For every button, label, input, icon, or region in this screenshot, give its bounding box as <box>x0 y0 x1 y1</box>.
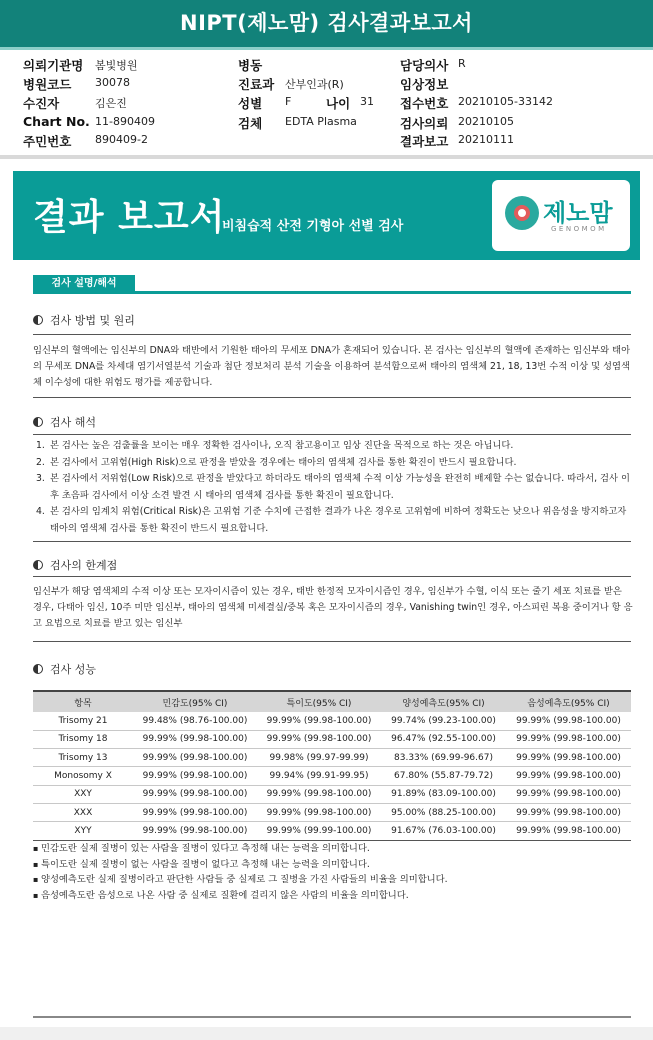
info-value: 30078 <box>95 76 130 89</box>
info-label: 주민번호 <box>23 134 72 149</box>
limits-text: 임신부가 해당 염색체의 수적 이상 또는 모자이시즘이 있는 경우, 태반 한정적 모자이시즘인 경우, 임신부가 수혈, 이식 또는 줄기 세포 치료를 받은 경우, 다태아 임신, 10주 미만 임신부, 태아의 염색체 미세결실/중복 혹은 모자이시즘의 경우, Vanishing twin인 경우, 아스피린 복용 중이거나 항 응고 요법으로 치료를 받고 있는 임신부 <box>33 586 633 629</box>
info-label: 성별 <box>238 96 263 111</box>
table-cell: XYY <box>33 822 133 840</box>
section-rule <box>33 576 631 577</box>
info-value: 김은진 <box>95 97 127 110</box>
table-cell: 67.80% (55.87-79.72) <box>381 767 506 785</box>
note-item: ▪ 특이도란 실제 질병이 없는 사람을 질병이 없다고 측정해 내는 능력을 의미합니다. <box>33 857 633 873</box>
section-heading-limits: 검사의 한계점 <box>33 557 117 573</box>
info-value: 20210111 <box>458 133 514 146</box>
table-cell: 99.99% (99.98-100.00) <box>133 803 257 821</box>
info-label: 담당의사 <box>400 58 449 73</box>
section-rule <box>33 641 631 642</box>
list-item: 2. 본 검사에서 고위험(High Risk)으로 판정을 받았을 경우에는 태아의 염색체 검사를 통한 확진이 반드시 필요합니다. <box>36 456 517 468</box>
half-circle-icon <box>33 560 43 570</box>
info-value: 20210105 <box>458 115 514 128</box>
table-cell: 99.99% (99.98-100.00) <box>506 712 631 730</box>
logo-text: 제노맘 <box>543 199 613 227</box>
section-rule <box>33 334 631 335</box>
table-header-row <box>33 691 631 712</box>
table-cell: 99.74% (99.23-100.00) <box>381 712 506 730</box>
table-cell: 99.99% (99.98-100.00) <box>133 785 257 803</box>
info-label: 의뢰기관명 <box>23 58 84 73</box>
list-item: 4. 본 검사의 임계치 위험(Critical Risk)은 고위험 기준 수치에 근접한 결과가 나온 경우로 고위험에 비하여 정확도는 낮으나 위음성을 방지하고자 태아의 염색체 검사를 통한 확진이 반드시 필요합니다. <box>36 506 627 534</box>
table-cell: 99.99% (99.98-100.00) <box>133 749 257 767</box>
title-underline <box>0 47 653 50</box>
column-header: 항목 <box>33 691 133 712</box>
table-cell: XXX <box>33 803 133 821</box>
report-title: NIPT(제노맘) 검사결과보고서 <box>0 0 653 47</box>
table-cell: Trisomy 18 <box>33 730 133 748</box>
table-cell: 99.99% (99.98-100.00) <box>133 767 257 785</box>
info-label: Chart No. <box>23 114 90 129</box>
table-cell: 99.99% (99.98-100.00) <box>257 712 381 730</box>
section-heading-interpretation: 검사 해석 <box>33 414 96 430</box>
table-cell: 95.00% (88.25-100.00) <box>381 803 506 821</box>
performance-notes <box>33 841 633 904</box>
method-text: 임신부의 혈액에는 임신부의 DNA와 태반에서 기원한 태아의 무세포 DNA가 혼재되어 있습니다. 본 검사는 임신부의 혈액에 존재하는 임신부와 태아의 무세포 DNA를 차세대 염기서열분석 기술과 첨단 정보처리 분석 기술을 이용하여 분석함으로써 태아의 염색체 21, 18, 13번 수적 이상 및 성염색체 이수성에 대한 위험도 평가를 제공합니다. <box>33 345 631 388</box>
note-item: ▪ 민감도란 실제 질병이 있는 사람을 질병이 있다고 측정해 내는 능력을 의미합니다. <box>33 841 633 857</box>
half-circle-icon <box>33 417 43 427</box>
table-cell: 99.99% (99.98-100.00) <box>133 730 257 748</box>
table-cell: 91.89% (83.09-100.00) <box>381 785 506 803</box>
performance-table <box>33 690 631 841</box>
half-circle-icon <box>33 664 43 674</box>
table-cell: 99.99% (99.98-100.00) <box>506 803 631 821</box>
info-label: 병동 <box>238 58 263 73</box>
info-label: 검사의뢰 <box>400 116 449 131</box>
table-cell: Trisomy 13 <box>33 749 133 767</box>
info-value: EDTA Plasma <box>285 115 357 128</box>
table-row <box>33 749 631 767</box>
table-cell: 99.99% (99.98-100.00) <box>133 822 257 840</box>
table-cell: Monosomy X <box>33 767 133 785</box>
info-label: 수진자 <box>23 96 60 111</box>
info-label: 임상정보 <box>400 77 449 92</box>
table-row <box>33 730 631 748</box>
table-cell: 99.99% (99.98-100.00) <box>506 822 631 840</box>
table-cell: 99.98% (99.97-99.99) <box>257 749 381 767</box>
section-rule <box>33 434 631 435</box>
list-item: 1. 본 검사는 높은 검출률을 보이는 매우 정확한 검사이나, 오직 참고용이고 임상 진단을 목적으로 하는 것은 아닙니다. <box>36 440 514 451</box>
section-rule <box>33 541 631 542</box>
info-value: R <box>458 57 466 70</box>
table-cell: 83.33% (69.99-96.67) <box>381 749 506 767</box>
section-heading-performance: 검사 성능 <box>33 661 96 677</box>
list-item: 3. 본 검사에서 저위험(Low Risk)으로 판정을 받았다고 하더라도 태아의 염색체 수적 이상 가능성을 완전히 배제할 수는 없습니다. 따라서, 검사 이후 초음파 검사에서 이상 소견 발견 시 태아의 염색체 검사를 통한 확진이 필요합니다. <box>36 473 630 501</box>
column-header: 특이도(95% CI) <box>257 691 381 712</box>
banner-subtitle: 비침습적 산전 기형아 선별 검사 <box>222 219 404 234</box>
header-separator <box>0 155 653 159</box>
info-value: 봄빛병원 <box>95 59 138 72</box>
table-row <box>33 785 631 803</box>
info-label: 나이 <box>326 96 351 111</box>
interpretation-list <box>36 438 631 537</box>
info-label: 검체 <box>238 116 263 131</box>
table-cell: 91.67% (76.03-100.00) <box>381 822 506 840</box>
table-cell: 99.99% (99.99-100.00) <box>257 822 381 840</box>
logo-mark-icon <box>505 196 539 230</box>
table-cell: 99.99% (99.98-100.00) <box>506 785 631 803</box>
info-value: 20210105-33142 <box>458 95 553 108</box>
table-cell: 99.94% (99.91-99.95) <box>257 767 381 785</box>
half-circle-icon <box>33 315 43 325</box>
table-cell: Trisomy 21 <box>33 712 133 730</box>
table-row <box>33 822 631 840</box>
info-value: 산부인과(R) <box>285 78 344 91</box>
table-cell: 99.99% (99.98-100.00) <box>257 785 381 803</box>
table-cell: 99.99% (99.98-100.00) <box>257 803 381 821</box>
table-row <box>33 767 631 785</box>
table-cell: 99.99% (99.98-100.00) <box>506 749 631 767</box>
column-header: 양성예측도(95% CI) <box>381 691 506 712</box>
section-heading-method: 검사 방법 및 원리 <box>33 312 135 328</box>
result-banner <box>13 171 640 260</box>
logo-subtext: GENOMOM <box>551 225 607 233</box>
info-value: 890409-2 <box>95 133 148 146</box>
info-label: 병원코드 <box>23 77 72 92</box>
table-row <box>33 712 631 730</box>
info-value: F <box>285 95 292 108</box>
info-value: 31 <box>360 95 374 108</box>
note-item: ▪ 양성예측도란 실제 질병이라고 판단한 사람들 중 실제로 그 질병을 가진 사람들의 비율을 의미합니다. <box>33 872 633 888</box>
column-header: 음성예측도(95% CI) <box>506 691 631 712</box>
note-item: ▪ 음성예측도란 음성으로 나온 사람 중 실제로 질환에 걸리지 않은 사람의 비율을 의미합니다. <box>33 888 633 904</box>
table-cell: 96.47% (92.55-100.00) <box>381 730 506 748</box>
footer-band <box>0 1027 653 1040</box>
info-label: 접수번호 <box>400 96 449 111</box>
footer-rule <box>33 1016 631 1018</box>
table-cell: 99.99% (99.98-100.00) <box>257 730 381 748</box>
banner-title: 결과 보고서 <box>33 197 226 238</box>
table-row <box>33 803 631 821</box>
tab-explanation: 검사 설명/해석 <box>33 275 135 292</box>
table-cell: 99.99% (99.98-100.00) <box>506 730 631 748</box>
info-label: 진료과 <box>238 77 275 92</box>
table-cell: 99.99% (99.98-100.00) <box>506 767 631 785</box>
genomom-logo <box>492 180 630 251</box>
tab-underline <box>33 291 631 294</box>
table-cell: XXY <box>33 785 133 803</box>
section-rule <box>33 397 631 398</box>
info-value: 11-890409 <box>95 115 155 128</box>
table-cell: 99.48% (98.76-100.00) <box>133 712 257 730</box>
column-header: 민감도(95% CI) <box>133 691 257 712</box>
info-label: 결과보고 <box>400 134 449 149</box>
